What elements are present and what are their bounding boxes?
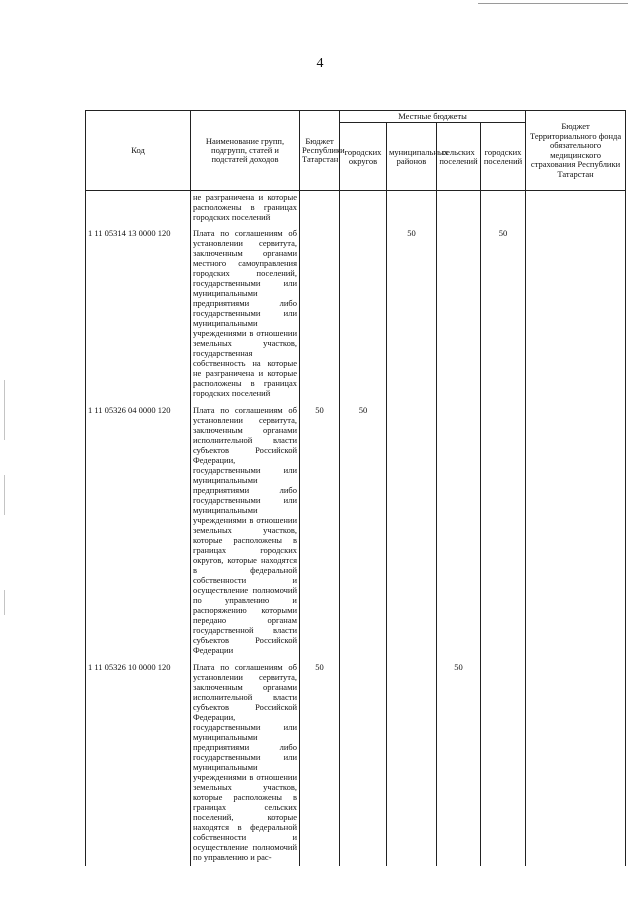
header-rural-settlements: сельских поселений xyxy=(437,123,481,191)
row-urban-districts-share: 50 xyxy=(340,402,387,659)
header-municipal-districts: муниципальных районов xyxy=(387,123,437,191)
header-code: Код xyxy=(86,111,191,191)
header-republic-budget: Бюджет Республики Татарстан xyxy=(300,111,340,191)
table-row xyxy=(86,659,626,866)
row-code: 1 11 05326 10 0000 120 xyxy=(86,659,191,866)
row-republic-share xyxy=(300,191,340,226)
row-name: Плата по соглашениям об установлении сервитута, заключенным органами исполнительной власти субъектов Российской Федерации, государственными или муниципальными предприятиями либо государственными или муниципальными учреждениями в отношении земельных участков, которые расположены в границах городских округов, которые находятся в федеральной собственности и осуществление полномочий по управлению и распоряжению которыми передано органам государственной власти субъектов Российской Федерации xyxy=(191,402,300,659)
row-urban-districts-share xyxy=(340,659,387,866)
page-number: 4 xyxy=(316,56,324,71)
scan-edge-mark xyxy=(4,380,5,440)
row-rural-settlements-share xyxy=(437,402,481,659)
header-name: Наименование групп, подгрупп, статей и подстатей доходов xyxy=(191,111,300,191)
row-rural-settlements-share xyxy=(437,191,481,226)
table-row xyxy=(86,225,626,402)
row-fund-share xyxy=(526,659,626,866)
row-urban-districts-share xyxy=(340,191,387,226)
row-code: 1 11 05326 04 0000 120 xyxy=(86,402,191,659)
top-border-line xyxy=(478,3,628,4)
row-fund-share xyxy=(526,191,626,226)
row-code: 1 11 05314 13 0000 120 xyxy=(86,225,191,402)
row-urban-settlements-share xyxy=(481,191,526,226)
row-urban-districts-share xyxy=(340,225,387,402)
row-urban-settlements-share xyxy=(481,659,526,866)
row-municipal-districts-share xyxy=(387,402,437,659)
row-urban-settlements-share xyxy=(481,402,526,659)
header-urban-settlements: городских поселений xyxy=(481,123,526,191)
row-name: Плата по соглашениям об установлении сервитута, заключенным органами исполнительной власти субъектов Российской Федерации, государственными или муниципальными предприятиями либо государственными или муниципальными учреждениями в отношении земельных участков, которые расположены в границах сельских поселений, которые находятся в федеральной собственности и осуществление полномочий по управлению и рас- xyxy=(191,659,300,866)
header-medical-insurance-fund: Бюджет Территориального фонда обязательного медицинского страхования Республики Татарстан xyxy=(526,111,626,191)
row-name: Плата по соглашениям об установлении сервитута, заключенным органами местного самоуправления городских поселений, государственными или муниципальными предприятиями либо государственными или муниципальными учреждениями в отношении земельных участков, государственная собственность на которые не разграничена и которые расположены в границах городских поселений xyxy=(191,225,300,402)
table-row xyxy=(86,191,626,226)
row-municipal-districts-share xyxy=(387,191,437,226)
row-name: не разграничена и которые расположены в границах городских поселений xyxy=(191,191,300,226)
row-rural-settlements-share: 50 xyxy=(437,659,481,866)
revenue-distribution-table xyxy=(85,110,626,866)
row-fund-share xyxy=(526,225,626,402)
header-urban-districts: городских округов xyxy=(340,123,387,191)
row-republic-share xyxy=(300,225,340,402)
header-local-budgets: Местные бюджеты xyxy=(340,111,526,123)
row-fund-share xyxy=(526,402,626,659)
row-municipal-districts-share: 50 xyxy=(387,225,437,402)
row-republic-share: 50 xyxy=(300,659,340,866)
row-urban-settlements-share: 50 xyxy=(481,225,526,402)
row-code xyxy=(86,191,191,226)
row-republic-share: 50 xyxy=(300,402,340,659)
row-municipal-districts-share xyxy=(387,659,437,866)
row-rural-settlements-share xyxy=(437,225,481,402)
scan-edge-mark xyxy=(4,475,5,515)
table-row xyxy=(86,402,626,659)
scan-edge-mark xyxy=(4,590,5,615)
